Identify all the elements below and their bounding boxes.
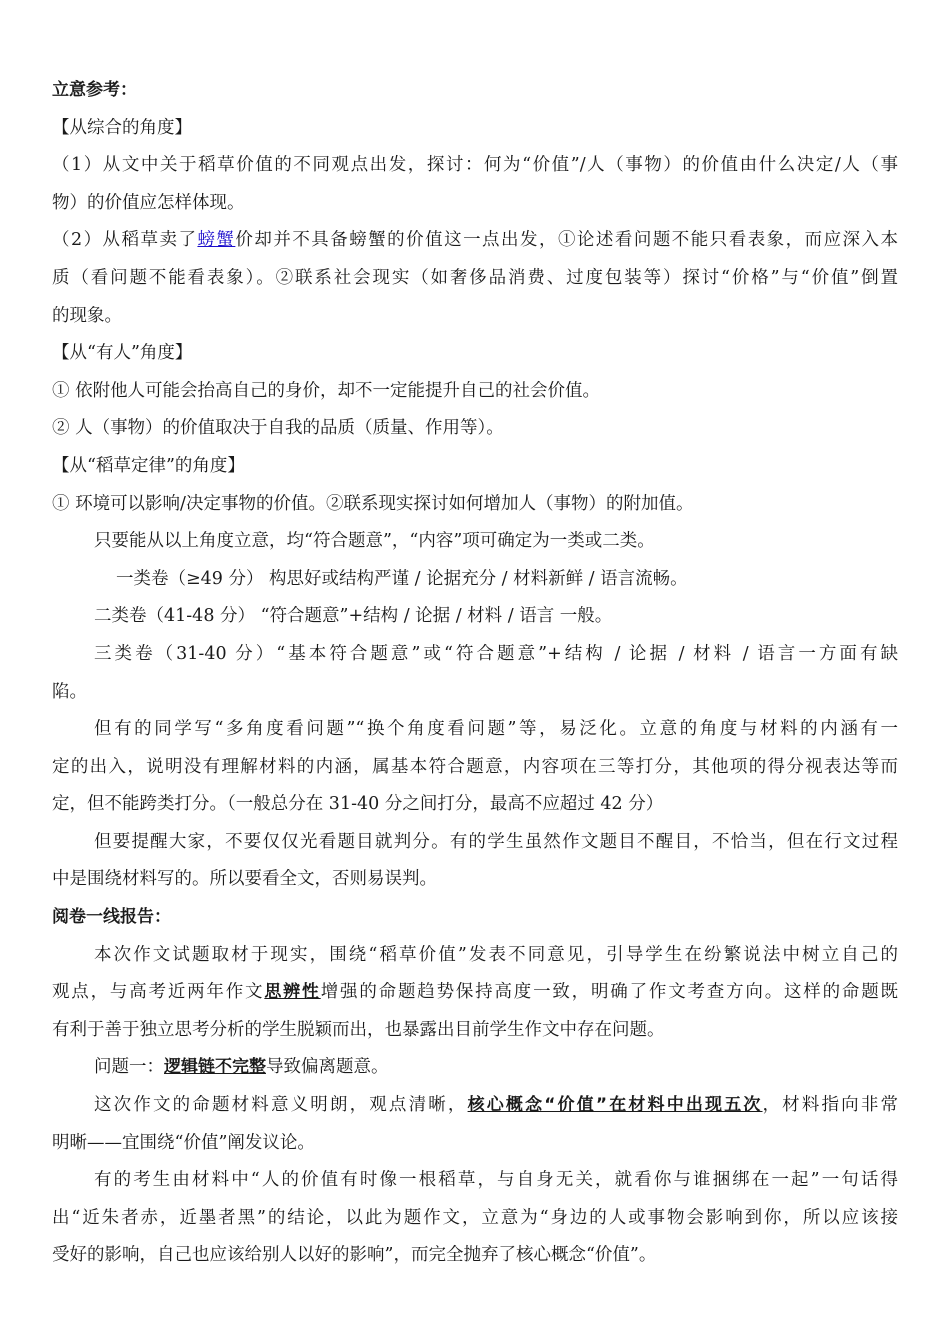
crab-link[interactable]: 螃蟹 — [197, 230, 236, 251]
text-span: 导致偏离题意。 — [266, 1057, 389, 1078]
text-span: ，材料指向非常 — [762, 1095, 898, 1116]
paragraph-line: 定，但不能跨类打分。（一般总分在 31-40 分之间打分，最高不应超过 42 分） — [52, 794, 664, 815]
document-page — [52, 72, 898, 1275]
paragraph-line: 出“近朱者赤，近墨者黑”的结论，以此为题作文，立意为“身边的人或事物会影响到你，所以应该接 — [52, 1207, 898, 1228]
list-item: ① 依附他人可能会抬高自己的身价，却不一定能提升自己的社会价值。 — [52, 380, 601, 401]
paragraph-line: 只要能从以上角度立意，均“符合题意”，“内容”项可确定为一类或二类。 — [94, 531, 655, 552]
grading-class2: 二类卷（41-48 分） “符合题意”+结构 / 论据 / 材料 / 语言 一般。 — [94, 606, 613, 627]
paragraph-line: 定的出入，说明没有理解材料的内涵，属基本符合题意，内容项在三等打分，其他项的得分视表达等而 — [52, 756, 898, 777]
section-title-comprehensive: 【从综合的角度】 — [52, 117, 192, 138]
grading-class3: 三类卷（31-40 分）“基本符合题意”或“符合题意”+结构 / 论据 / 材料 / 语言一方面有缺 — [94, 643, 898, 664]
paragraph-line: 陷。 — [52, 681, 87, 702]
list-item: ② 人（事物）的价值取决于自我的品质（质量、作用等）。 — [52, 418, 504, 439]
text-span: 观点，与高考近两年作文 — [52, 982, 265, 1003]
heading-reference: 立意参考： — [52, 80, 137, 100]
section-title-someone: 【从“有人”角度】 — [52, 343, 193, 364]
emphasis-underline: 思辨性 — [264, 982, 321, 1003]
grading-class1: 一类卷（≥49 分） 构思好或结构严谨 / 论据充分 / 材料新鲜 / 语言流畅。 — [116, 568, 688, 589]
text-span: 问题一： — [94, 1057, 164, 1078]
emphasis-underline: 核心概念“价值”在材料中出现五次 — [467, 1095, 763, 1116]
paragraph-line — [52, 222, 898, 260]
heading-report: 阅卷一线报告： — [52, 907, 171, 928]
text-span: 价却并不具备螃蟹的价值这一点出发，①论述看问题不能只看表象，而应深入本 — [235, 230, 898, 251]
paragraph-line — [52, 974, 898, 1012]
paragraph-line: 受好的影响，自己也应该给别人以好的影响”，而完全抛弃了核心概念“价值”。 — [52, 1245, 657, 1266]
list-item: ① 环境可以影响/决定事物的价值。②联系现实探讨如何增加人（事物）的附加值。 — [52, 493, 694, 514]
emphasis-underline: 逻辑链不完整 — [164, 1057, 266, 1078]
paragraph-line: 但有的同学写“多角度看问题”“换个角度看问题”等，易泛化。立意的角度与材料的内涵有一 — [94, 719, 898, 740]
text-span: （2）从稻草卖了 — [52, 230, 198, 251]
paragraph-line — [52, 1087, 898, 1125]
text-span: 这次作文的命题材料意义明朗，观点清晰， — [94, 1095, 468, 1116]
paragraph-line: 质（看问题不能看表象）。②联系社会现实（如奢侈品消费、过度包装等）探讨“价格”与“价值”倒置 — [52, 267, 898, 288]
section-title-straw-law: 【从“稻草定律”的角度】 — [52, 455, 245, 476]
paragraph-line: 中是围绕材料写的。所以要看全文，否则易误判。 — [52, 869, 437, 890]
paragraph-line: （1）从文中关于稻草价值的不同观点出发，探讨：何为“价值”/人（事物）的价值由什么决定/人（事 — [52, 155, 898, 176]
paragraph-line: 有利于善于独立思考分析的学生脱颖而出，也暴露出目前学生作文中存在问题。 — [52, 1019, 665, 1040]
paragraph-line: 有的考生由材料中“人的价值有时像一根稻草，与自身无关，就看你与谁捆绑在一起”一句话得 — [94, 1170, 898, 1191]
paragraph-line: 本次作文试题取材于现实，围绕“稻草价值”发表不同意见，引导学生在纷繁说法中树立自己的 — [94, 944, 898, 965]
paragraph-line: 但要提醒大家，不要仅仅光看题目就判分。有的学生虽然作文题目不醒目，不恰当，但在行文过程 — [94, 831, 898, 852]
text-span: 增强的命题趋势保持高度一致，明确了作文考查方向。这样的命题既 — [320, 982, 898, 1003]
paragraph-line: 物）的价值应怎样体现。 — [52, 192, 245, 213]
paragraph-line: 的现象。 — [52, 305, 122, 326]
paragraph-line: 明晰——宜围绕“价值”阐发议论。 — [52, 1132, 315, 1153]
problem-one-line — [52, 1049, 898, 1087]
